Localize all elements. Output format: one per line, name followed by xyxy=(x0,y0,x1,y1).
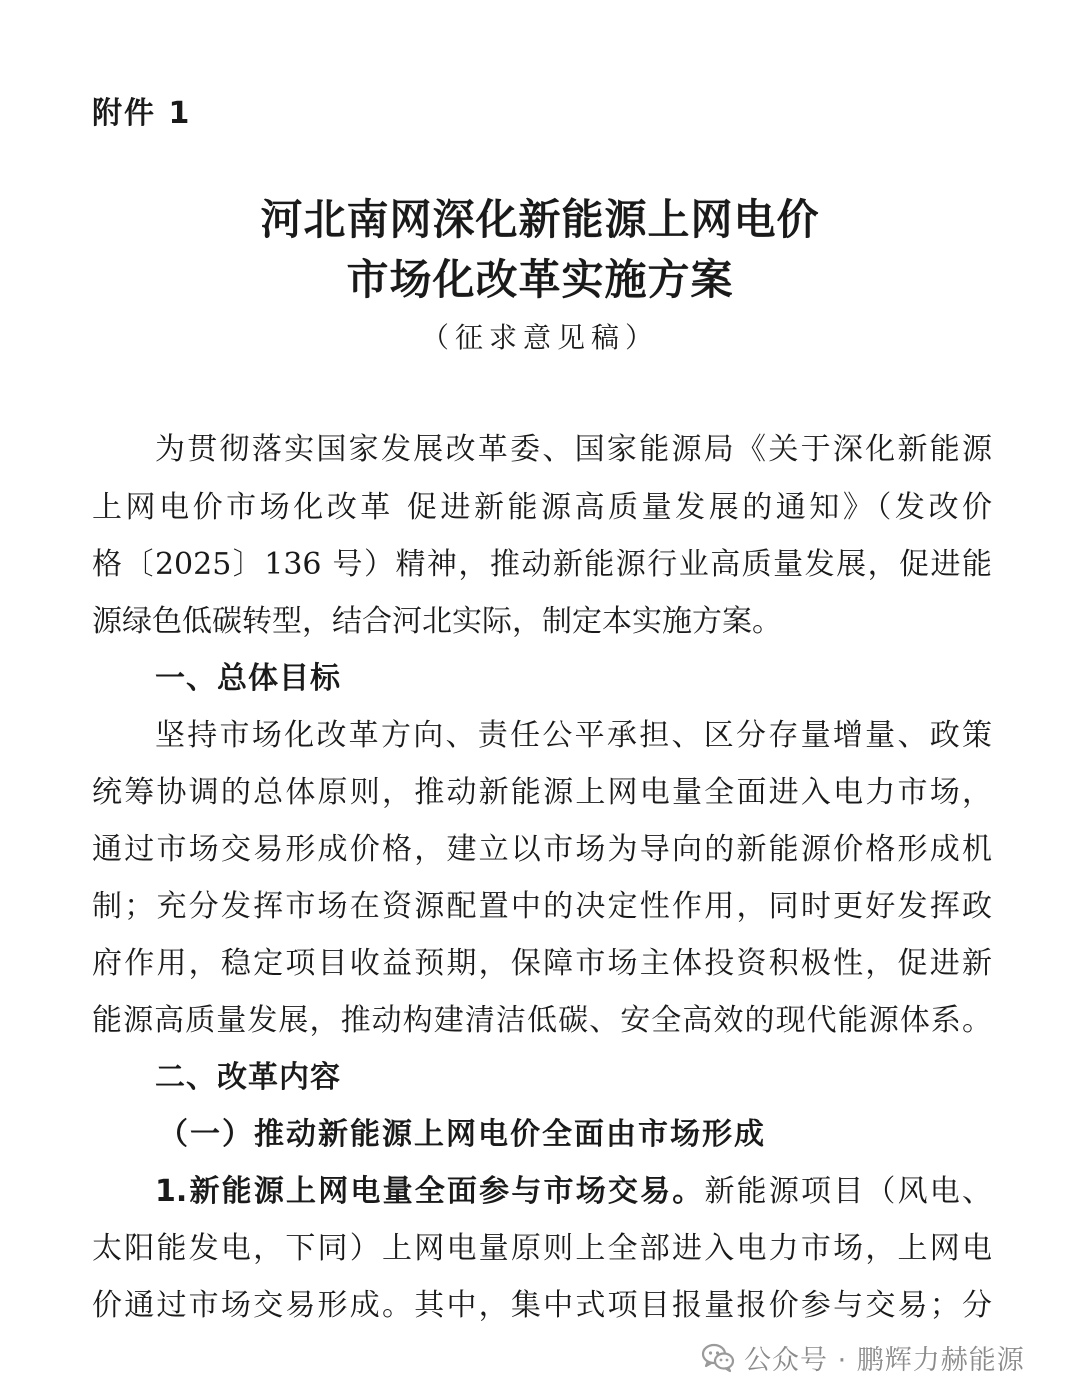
paragraph-line: 通过市场交易形成价格，建立以市场为导向的新能源价格形成机 xyxy=(92,832,992,867)
paragraph-line: 坚持市场化改革方向、责任公平承担、区分存量增量、政策 xyxy=(155,718,992,753)
wechat-icon xyxy=(700,1339,736,1375)
wechat-watermark xyxy=(700,1335,1025,1379)
paragraph-line: 能源高质量发展，推动构建清洁低碳、安全高效的现代能源体系。 xyxy=(92,1003,992,1038)
attachment-label: 附件 1 xyxy=(92,96,192,131)
intro-line: 为贯彻落实国家发展改革委、国家能源局《关于深化新能源 xyxy=(155,432,992,467)
item-bold-lead: 1.新能源上网电量全面参与市场交易。 xyxy=(155,1174,705,1209)
watermark-text: 公众号 · 鹏辉力赫能源 xyxy=(744,1344,1025,1376)
paragraph-line: 价通过市场交易形成。其中，集中式项目报量报价参与交易；分 xyxy=(92,1288,992,1323)
intro-line: 上网电价市场化改革 促进新能源高质量发展的通知》（发改价 xyxy=(92,490,992,525)
document-subtitle: （征求意见稿） xyxy=(420,321,659,354)
paragraph-line: 统筹协调的总体原则，推动新能源上网电量全面进入电力市场， xyxy=(92,775,992,810)
document-title-line-2: 市场化改革实施方案 xyxy=(346,255,734,304)
paragraph-line: 府作用，稳定项目收益预期，保障市场主体投资积极性，促进新 xyxy=(92,946,992,981)
section-heading: 二、改革内容 xyxy=(155,1060,341,1095)
intro-line: 格〔2025〕136 号）精神，推动新能源行业高质量发展，促进能 xyxy=(92,547,992,582)
document-title-line-1: 河北南网深化新能源上网电价 xyxy=(260,195,820,244)
intro-line: 源绿色低碳转型，结合河北实际，制定本实施方案。 xyxy=(92,604,782,639)
paragraph-line: 制；充分发挥市场在资源配置中的决定性作用，同时更好发挥政 xyxy=(92,889,992,924)
item-text: 新能源项目（风电、 xyxy=(704,1174,992,1209)
item-line xyxy=(155,1170,992,1214)
section-heading: 一、总体目标 xyxy=(155,661,341,696)
subsection-heading: （一）推动新能源上网电价全面由市场形成 xyxy=(158,1117,766,1152)
paragraph-line: 太阳能发电，下同）上网电量原则上全部进入电力市场，上网电 xyxy=(92,1231,992,1266)
